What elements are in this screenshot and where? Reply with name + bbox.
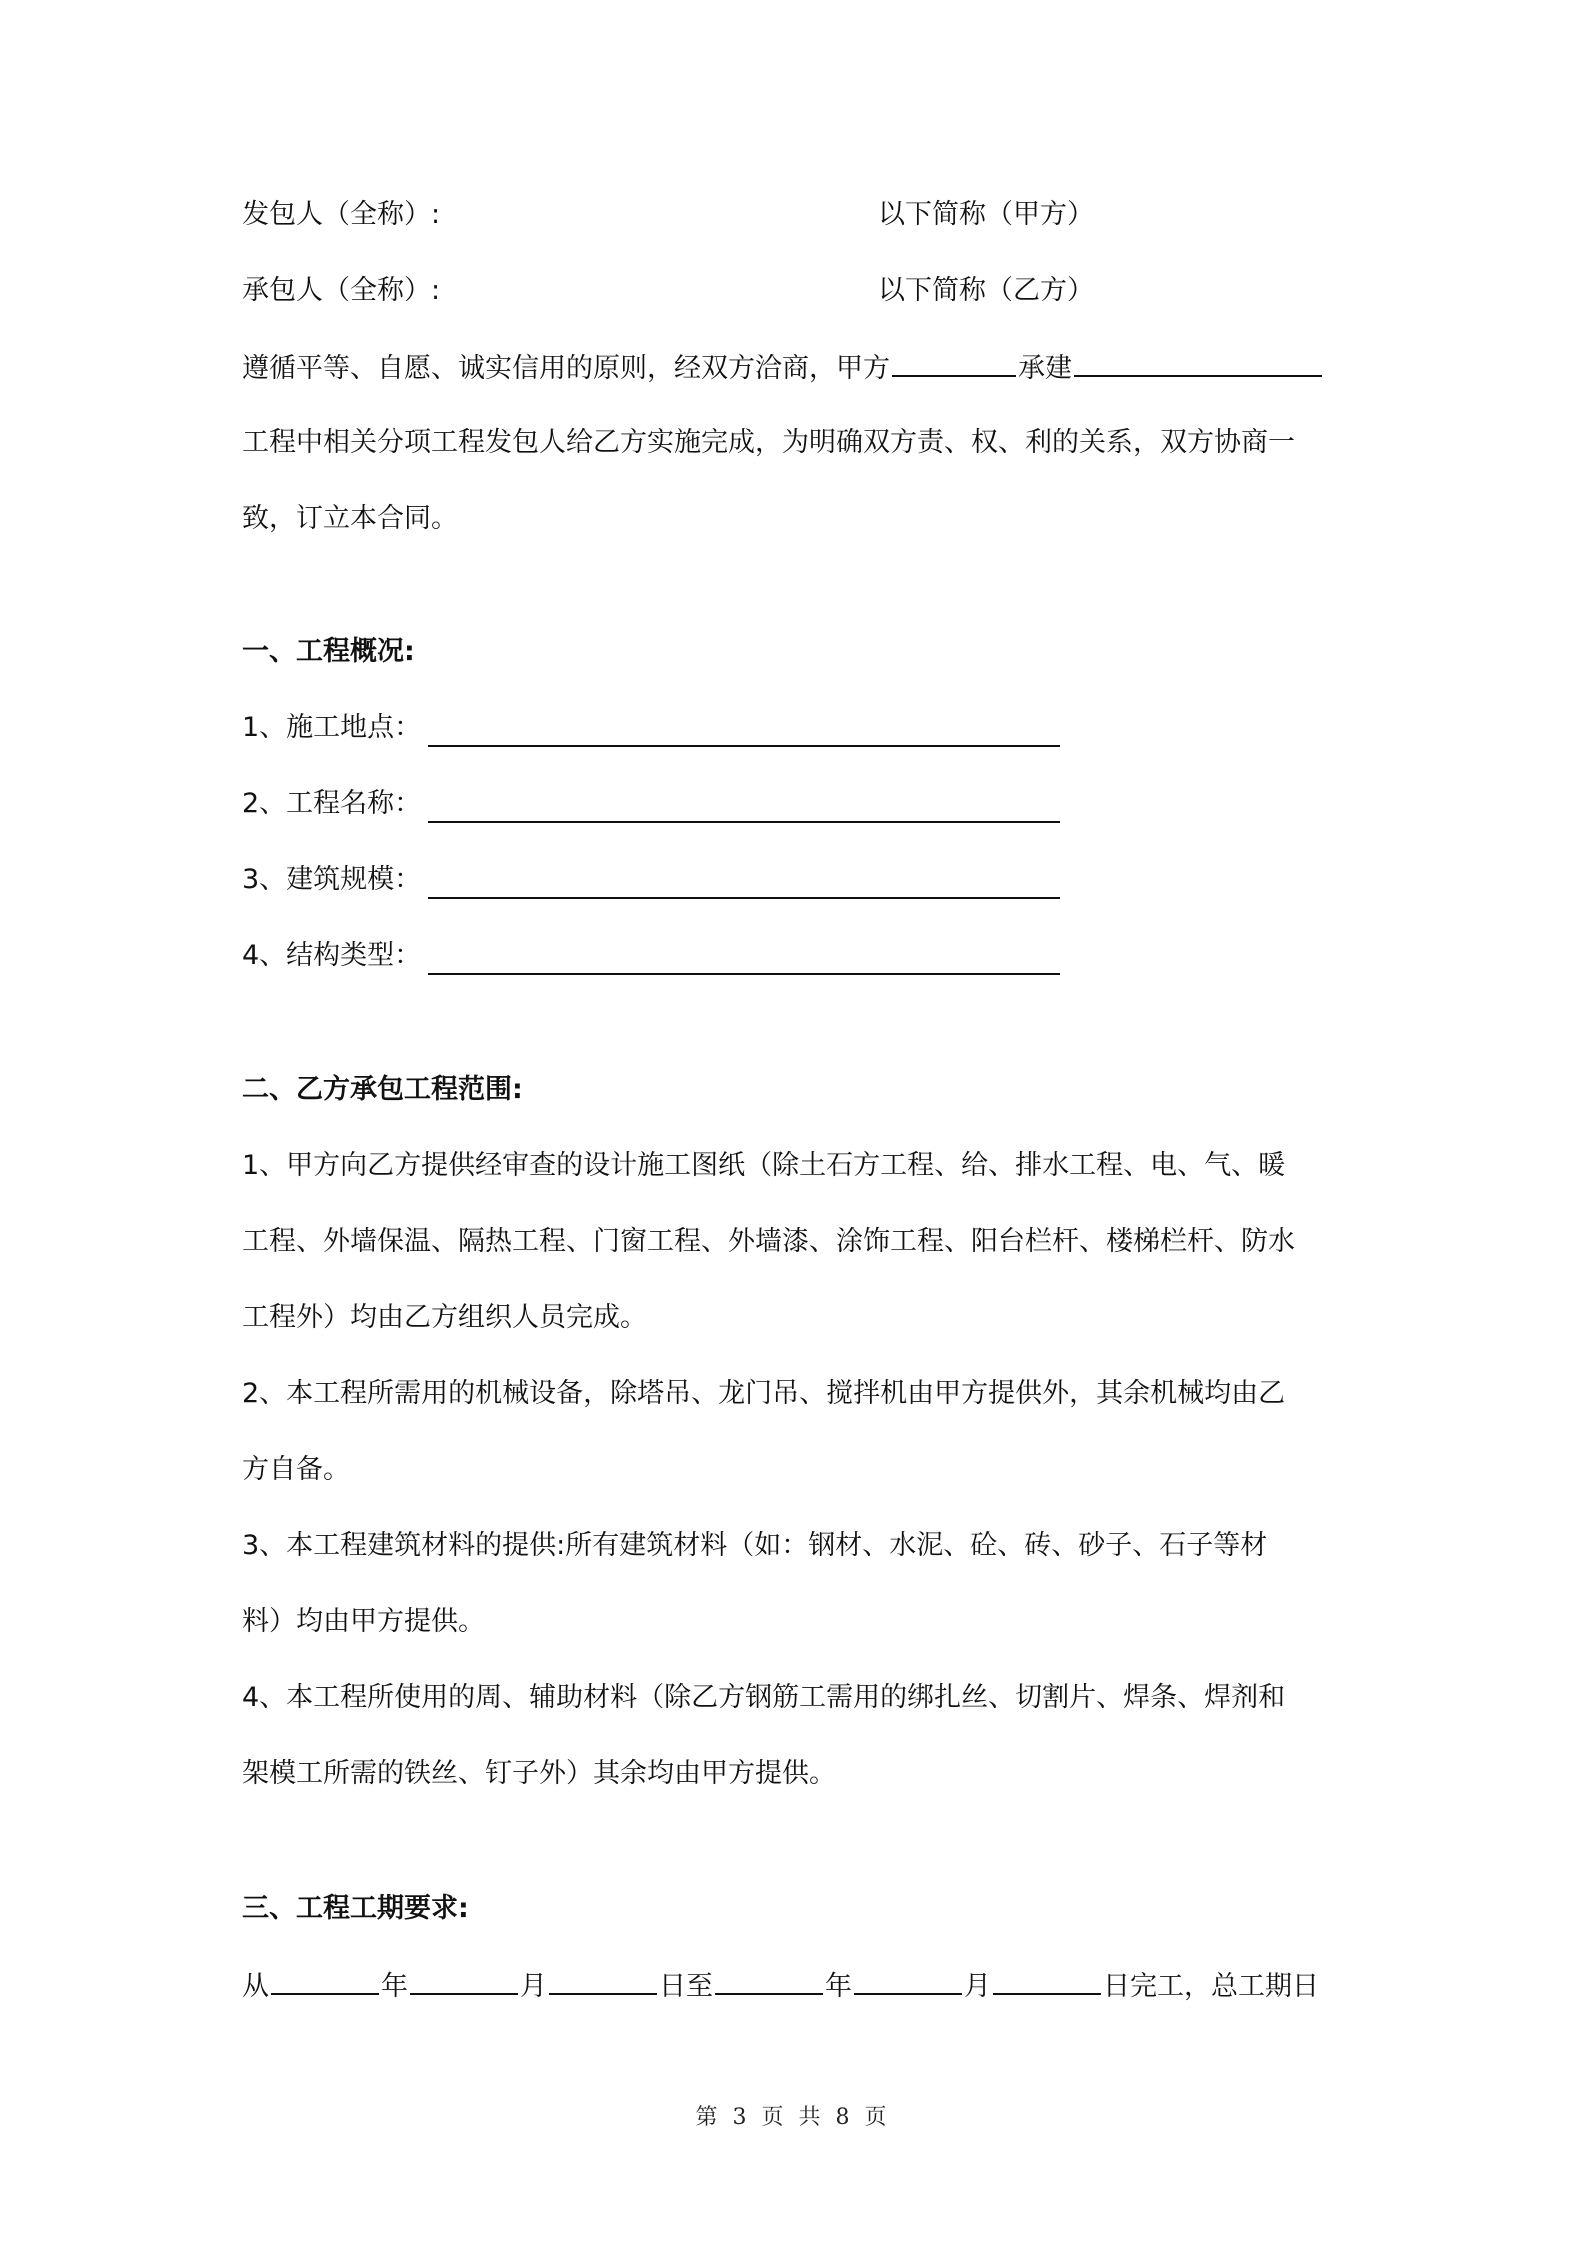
section2-line: 方自备。 <box>242 1454 350 1485</box>
schedule-year: 年 <box>381 1971 408 2002</box>
schedule-from: 从 <box>242 1971 269 2002</box>
chengbao-abbr: 以下简称（乙方） <box>878 275 1094 306</box>
project-blank[interactable] <box>1074 347 1322 377</box>
schedule-month2: 月 <box>964 1971 991 2002</box>
start-month-blank[interactable] <box>410 1965 518 1995</box>
start-day-blank[interactable] <box>549 1965 657 1995</box>
section2-line: 工程、外墙保温、隔热工程、门窗工程、外墙漆、涂饰工程、阳台栏杆、楼梯栏杆、防水 <box>242 1226 1295 1257</box>
section1-item-1: 1、施工地点： <box>242 712 422 743</box>
section1-item-2: 2、工程名称： <box>242 788 422 819</box>
section1-item-4: 4、结构类型： <box>242 940 422 971</box>
fabao-abbr: 以下简称（甲方） <box>878 199 1094 230</box>
section2-line: 3、本工程建筑材料的提供:所有建筑材料（如：钢材、水泥、砼、砖、砂子、石子等材 <box>242 1530 1268 1561</box>
section2-title: 二、乙方承包工程范围: <box>242 1074 523 1105</box>
schedule-end: 日完工，总工期日 <box>1103 1971 1319 2002</box>
end-month-blank[interactable] <box>854 1965 962 1995</box>
section1-item-3: 3、建筑规模： <box>242 864 422 895</box>
intro-part2: 承建 <box>1018 353 1072 384</box>
schedule-year2: 年 <box>825 1971 852 2002</box>
site-blank[interactable] <box>428 745 1060 747</box>
intro-part1: 遵循平等、自愿、诚实信用的原则，经双方洽商，甲方 <box>242 353 890 384</box>
section2-line: 4、本工程所使用的周、辅助材料（除乙方钢筋工需用的绑扎丝、切割片、焊条、焊剂和 <box>242 1682 1286 1713</box>
page-footer: 第 3 页 共 8 页 <box>695 2105 891 2130</box>
intro-line-2: 工程中相关分项工程发包人给乙方实施完成，为明确双方责、权、利的关系，双方协商一 <box>242 427 1295 458</box>
scale-blank[interactable] <box>428 897 1060 899</box>
schedule-line <box>242 1965 1319 2007</box>
intro-line-1 <box>242 347 1324 389</box>
end-day-blank[interactable] <box>993 1965 1101 1995</box>
section2-line: 2、本工程所需用的机械设备，除塔吊、龙门吊、搅拌机由甲方提供外，其余机械均由乙 <box>242 1378 1286 1409</box>
section2-line: 架模工所需的铁丝、钉子外）其余均由甲方提供。 <box>242 1758 836 1789</box>
section2-line: 1、甲方向乙方提供经审查的设计施工图纸（除土石方工程、给、排水工程、电、气、暖 <box>242 1150 1286 1181</box>
chengbao-label: 承包人（全称）: <box>242 275 441 306</box>
section1-title: 一、工程概况: <box>242 636 415 667</box>
section2-line: 料）均由甲方提供。 <box>242 1606 485 1637</box>
intro-line-3: 致，订立本合同。 <box>242 503 458 534</box>
section3-title: 三、工程工期要求: <box>242 1893 469 1924</box>
jiafang-blank[interactable] <box>892 347 1016 377</box>
project-name-blank[interactable] <box>428 821 1060 823</box>
start-year-blank[interactable] <box>271 1965 379 1995</box>
section2-line: 工程外）均由乙方组织人员完成。 <box>242 1302 647 1333</box>
schedule-month: 月 <box>520 1971 547 2002</box>
structure-blank[interactable] <box>428 973 1060 975</box>
fabao-label: 发包人（全称）: <box>242 199 441 230</box>
end-year-blank[interactable] <box>715 1965 823 1995</box>
schedule-day-to: 日至 <box>659 1971 713 2002</box>
